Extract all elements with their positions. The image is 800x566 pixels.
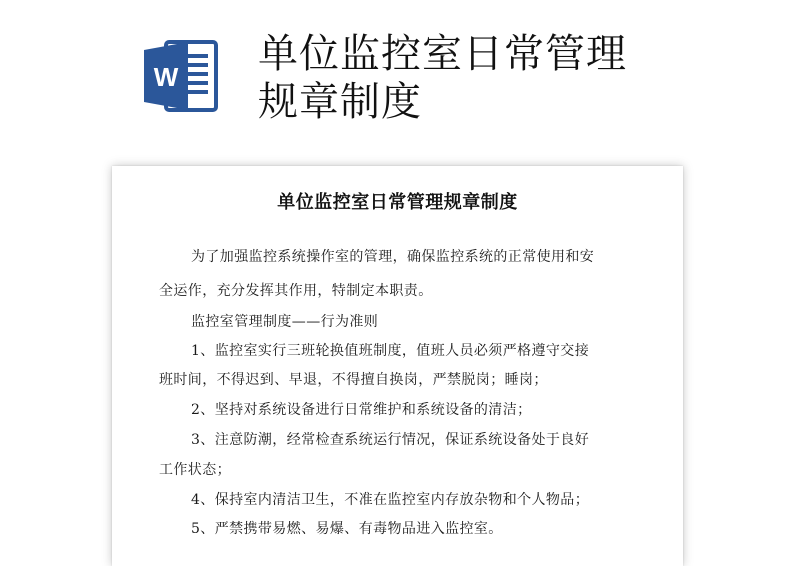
page-title-line1: 单位监控室日常管理 [258, 31, 627, 77]
page-title [258, 30, 698, 126]
paragraph-line: 班时间，不得迟到、早退，不得擅自换岗，严禁脱岗；睡岗； [159, 372, 548, 388]
paragraph-line: 为了加强监控系统操作室的管理，确保监控系统的正常使用和安 [191, 249, 595, 265]
paragraph-line: 全运作，充分发挥其作用，特制定本职责。 [159, 283, 433, 299]
document-title: 单位监控室日常管理规章制度 [277, 192, 518, 213]
paragraph-line: 4、保持室内清洁卫生，不准在监控室内存放杂物和个人物品； [191, 492, 590, 508]
paragraph-line: 2、坚持对系统设备进行日常维护和系统设备的清洁； [191, 402, 532, 418]
page-title-line2: 规章制度 [258, 79, 422, 125]
word-icon-letter: W [153, 62, 179, 92]
paragraph-line: 监控室管理制度——行为准则 [191, 314, 379, 330]
document-page [112, 166, 683, 566]
header [0, 0, 800, 150]
paragraph-line: 5、严禁携带易燃、易爆、有毒物品进入监控室。 [191, 521, 503, 537]
paragraph-line: 1、监控室实行三班轮换值班制度，值班人员必须严格遵守交接 [191, 343, 590, 359]
paragraph-line: 工作状态； [159, 462, 231, 478]
word-document-icon [140, 36, 220, 116]
paragraph-line: 3、注意防潮，经常检查系统运行情况，保证系统设备处于良好 [191, 432, 590, 448]
